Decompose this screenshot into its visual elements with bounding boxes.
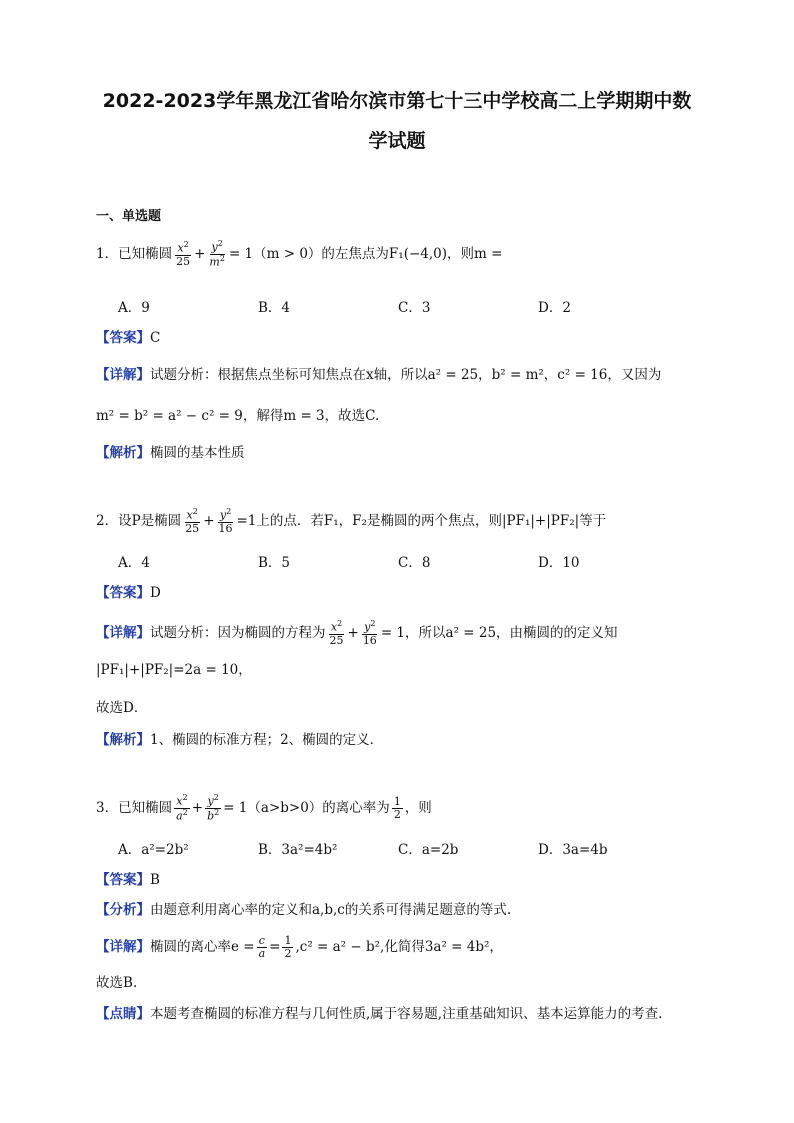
question-1-analysis: 【解析】椭圆的基本性质 bbox=[96, 445, 245, 461]
option-b: B．4 bbox=[258, 300, 291, 316]
option-c: C．3 bbox=[398, 300, 431, 316]
section-heading: 一、单选题 bbox=[96, 209, 162, 224]
fraction-y2-b2: $\frac{y^2}{b^2}$ bbox=[207, 793, 220, 823]
question-1-detail-line1: 【详解】试题分析：根据焦点坐标可知焦点在x轴，所以a² = 25，b² = m²，c² = 16，又因为 bbox=[96, 367, 662, 383]
question-2-detail-line3: 故选D． bbox=[96, 700, 148, 716]
question-2-stem: 2．设P是椭圆 $\frac{x^2}{25}$ + $\frac{y^2}{16}$ =1上的点．若F₁，F₂是椭圆的两个焦点，则|PF₁|+|PF₂|等于 bbox=[96, 507, 607, 535]
option-d: D．10 bbox=[538, 555, 580, 571]
question-2-analysis: 【解析】1、椭圆的标准方程；2、椭圆的定义． bbox=[96, 732, 384, 748]
question-2-options bbox=[118, 551, 678, 571]
question-3-options bbox=[118, 838, 678, 858]
fraction-y2-16: $\frac{y^2}{16}$ bbox=[362, 619, 377, 647]
fraction-x2-a2: $\frac{x^2}{a^2}$ bbox=[176, 793, 188, 823]
fraction-x2-25: $\frac{x^2}{25}$ bbox=[185, 507, 200, 535]
fraction-x2-25: $\frac{x^2}{25}$ bbox=[329, 619, 344, 647]
question-3-detail-line2: 故选B. bbox=[96, 975, 138, 991]
option-d: D．2 bbox=[538, 300, 571, 316]
question-2-answer: 【答案】D bbox=[96, 585, 161, 601]
question-1-detail-line2: m² = b² = a² − c² = 9，解得m = 3，故选C. bbox=[96, 408, 380, 424]
question-3-answer: 【答案】B bbox=[96, 872, 160, 888]
option-b: B．5 bbox=[258, 555, 291, 571]
question-1-stem: 1．已知椭圆 $\frac{x^2}{25}$ + $\frac{y^2}{m^2}$ = 1（m > 0）的左焦点为F₁(−4,0)，则m = bbox=[96, 239, 503, 269]
question-3-stem: 3．已知椭圆 $\frac{x^2}{a^2}$ + $\frac{y^2}{b^2}$ = 1（a>b>0）的离心率为 $\frac{1}{2}$ ，则 bbox=[96, 793, 432, 823]
page-title-line1: 2022-2023学年黑龙江省哈尔滨市第七十三中学校高二上学期期中数 bbox=[102, 90, 692, 112]
question-3-fenxi: 【分析】由题意利用离心率的定义和a,b,c的关系可得满足题意的等式. bbox=[96, 902, 512, 918]
fraction-one-half: $\frac{1}{2}$ bbox=[284, 934, 292, 961]
fraction-x2-25: $\frac{x^2}{25}$ bbox=[176, 239, 191, 268]
page-title-line2: 学试题 bbox=[368, 130, 426, 152]
option-d: D．3a=4b bbox=[538, 842, 608, 858]
fraction-c-a: $\frac{c}{a}$ bbox=[258, 934, 266, 961]
question-2-detail-line2: |PF₁|+|PF₂|=2a = 10， bbox=[96, 662, 252, 678]
option-c: C．8 bbox=[398, 555, 431, 571]
fraction-one-half: $\frac{1}{2}$ bbox=[393, 794, 401, 821]
option-c: C．a=2b bbox=[398, 842, 459, 858]
fraction-y2-16: $\frac{y^2}{16}$ bbox=[218, 507, 233, 535]
question-2-detail-line1: 【详解】试题分析：因为椭圆的方程为 $\frac{x^2}{25}$ + $\frac{y^2}{16}$ = 1，所以a² = 25，由椭圆的的定义知 bbox=[96, 619, 618, 647]
question-1-options bbox=[118, 296, 678, 316]
question-3-dianjing: 【点睛】本题考查椭圆的标准方程与几何性质,属于容易题,注重基础知识、基本运算能力的考查. bbox=[96, 1006, 663, 1022]
option-b: B．3a²=4b² bbox=[258, 842, 338, 858]
question-1-answer: 【答案】C bbox=[96, 330, 161, 346]
question-3-detail-line1: 【详解】椭圆的离心率e = $\frac{c}{a}$ = $\frac{1}{2}$ ,c² = a² − b²,化简得3a² = 4b²， bbox=[96, 934, 503, 961]
option-a: A．9 bbox=[118, 300, 150, 316]
option-a: A．4 bbox=[118, 555, 150, 571]
fraction-y2-m2: $\frac{y^2}{m^2}$ bbox=[209, 239, 225, 269]
option-a: A．a²=2b² bbox=[118, 842, 189, 858]
